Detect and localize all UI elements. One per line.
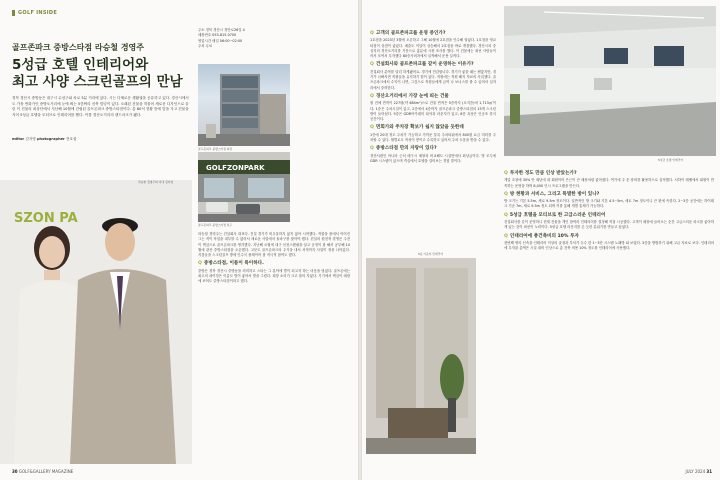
tag-bar-icon — [12, 10, 15, 16]
issue-date: JULY 2024 — [685, 469, 706, 474]
q-mark-icon: Q — [370, 93, 374, 99]
building-caption: 골프존파크 중방스타점 외관 — [198, 147, 233, 151]
right-question-6 — [504, 171, 714, 176]
interior-photo — [504, 6, 716, 156]
right-answer-3: 원 전체 면적이 227평(약 684m²)으로 건물 면적은 5층까지 (오지층)에 1,713㎡이다. 1층은 주차시설이 있고, 2층에서 4층까지 골프존파크 중방스타점의 15개 스크린 방이 들어섰다. 5층은 GDR아카데미 타석과 라운지가 있고, 6층 옥상은 인공조 휴식 공간이다. — [370, 101, 496, 122]
storefront-illustration — [198, 152, 290, 222]
right-question-7 — [504, 192, 714, 197]
right-answer-1: 1호점을 2023년 3월에 오픈하고 그해 10월에 2호점을 인수해 열었다. 1호점을 영교 타점이 상점이 좋았다. 매출도 이달이 상승해서 2호점을 바로 개점했다. 경산시의 중심지의 경산오거리를 가운으로 홍분에 시장 조사를 했다. 이 건물에는 최선 사람들이어서 모여서 투자했다 80층사외지에서 실적해서 운용 실적다. — [370, 38, 496, 59]
info-address: 주소 경북 경산시 경안로26길 4 — [198, 28, 245, 32]
right-question-5 — [370, 146, 496, 151]
info-parking: 주차 무료 — [198, 44, 213, 49]
right-question-1-text: 고객의 골프존파크를 운영 중인가? — [375, 31, 446, 36]
photographer-label: photographer — [36, 137, 65, 141]
q-mark-icon: Q — [504, 191, 508, 197]
right-answer-2: 건설회사 분야를 달리 하게됐어요. 경기에 민감합니다. 경기가 좋을 때는 괜찮지만, 경기가 나빠지면 직원들을 유지하기 힘이 있다. 직원에는 직원 해지 자료의 사업했다. 골프존파크에서 수익이 나면, 그것으로 직원들에게 급여 나 보너스를 줄 수 있어서 일자리에서 중략한다. — [370, 69, 496, 90]
lobby-caption: 5층 카운터 인테리어 — [418, 252, 444, 256]
storefront-caption: 골프존파크 중방스타점 입구 — [198, 223, 233, 227]
interior-caption: 5성급 호텔 인테리어 — [658, 158, 684, 162]
right-page-number: 31 — [706, 469, 712, 474]
right-question-8-text: 5성급 호텔을 모티브로 한 고급스러운 인테리어 — [509, 212, 606, 218]
right-page — [362, 0, 720, 480]
left-question-1-text: 중방스타점, 이름이 특이하다. — [203, 261, 264, 267]
right-answer-6: 개업 초창에 30% 안 매년에 대 회원이어 은근이 큰 매장처럼 좋아졌다. 여기에 주 운 장비를 활용하으로 실적했다. 서하이 레벨에서 회원이 만족하는 운영을 하며 8,000 인시 프로그램을 만든다. — [504, 178, 714, 188]
svg-text:SZON PA: SZON PA — [14, 211, 78, 226]
right-column-2-text — [504, 168, 714, 252]
left-paragraph-2: 중방은 경북 경산시 중방동을 의미하고 스타는 그 분야에 별이 되고자 하는 마음을 담았다. 골프존에는 최고의 네이밍은 이름도 벌이 좋아서 별을 그렸다. 희망 소리가 크고 잘어 지었다. 기기에서 핵심이 매장에 코어도 중방스타점이라고 했다. — [198, 268, 350, 284]
q-mark-icon: Q — [370, 62, 374, 68]
right-question-2-text: 건설회사와 골프존파크를 같이 운영하는 이유가? — [375, 62, 474, 68]
svg-text:GOLFZONPARK: GOLFZONPARK — [206, 164, 265, 172]
right-question-4-text: 면회가와 주차장 확보가 쉽지 않았을 듯한데 — [375, 125, 464, 131]
right-answer-7: 방 크기는 기본 5.5m, 세로 9.5m 정도이다. 일반적인 방 크기와 기본 4.5~5m, 세로 7m 정도이니 큰 편에 속한다. 2~3층 공간에는 하이테크 기준 7m, 세로 9.5m 정도 되며 이를 통해 개별 통제가 가능하다. — [504, 199, 714, 209]
headline-line-1: 5성급 호텔 인테리어와 — [12, 57, 149, 73]
left-question-1 — [198, 261, 350, 266]
right-question-7-text: 방 현황과 서비스, 그리고 특별한 방이 있나? — [509, 191, 600, 197]
right-answer-8: 건설회사를 같이 운영하니 현재 건물을 개인 참여라 인테리어를 결정해 직접 시공했다. 고객이 매장에 들어오는 순간 고급스러운 파크를 좋아하게 있는 것이 최선이 노력이다. 5성급 호텔 라운지를 온 듯한 분위기를 만들고 싶었다. — [504, 220, 714, 230]
right-question-5-text: 중방스타점 만의 자랑이 있다? — [375, 146, 437, 152]
article-lead: 경북 경산시 중방동은 대구시 수성구와 차로 5분 거리에 있다. 시는 다채로운 생활권을 공유하고 있다. 경산시에서도 가장 번화가인 중방오거리에 눈에 띄는 5층짜리 신축 빌딩이 있다. 오래된 건물을 허물어 새로운 디자인으로 올린 이 건물의 최상단에서 지난해 10월에 건립된 골프존파크 중방스타점이다. 총 80석 현황 틈에 맞을 사고 건물을 지어 5성급 호텔을 모티브로 인테리어를 했다. 이를 경산오거리의 랜드마크가 됐다. — [12, 96, 189, 117]
byline — [12, 137, 76, 142]
right-question-8 — [504, 213, 714, 218]
q-mark-icon: Q — [504, 171, 508, 176]
info-phone: 매장번호 053-815-0700 — [198, 33, 237, 38]
right-question-3-text: 경산오거리에서 가장 눈에 띄는 건물 — [375, 93, 449, 99]
left-page-number: 30 — [12, 469, 18, 474]
info-hours: 영업시간 매일 06:00~02:00 — [198, 38, 243, 43]
editor-label: editor — [12, 137, 25, 141]
building-illustration — [198, 64, 290, 146]
q-mark-icon: Q — [504, 233, 508, 239]
q-mark-icon: Q — [370, 125, 374, 131]
article-headline — [12, 57, 212, 91]
right-column-1-text — [370, 28, 496, 164]
right-footer — [685, 469, 712, 474]
right-question-4 — [370, 125, 496, 130]
article-kicker: 골프존파크 중방스타점 라승철 경영주 — [12, 43, 145, 52]
left-column-text — [198, 232, 350, 285]
lobby-photo — [366, 258, 476, 454]
right-answer-4: 1층에 20대 정도 주차가 가능하고 가까운 블록 주차타워에서 800원 요금 미터를 주차할 수 있다. 월별로도 작성이 쌓이고 수록하고 있어서 주차 도움을 받을 수 있다. — [370, 132, 496, 143]
right-question-2 — [370, 62, 496, 67]
building-photo — [198, 64, 290, 146]
editor-name: 김지영 — [25, 137, 36, 141]
section-tag — [12, 10, 57, 16]
right-answer-5: 경산서편인 아니라 근처 매구시 매장과 비교해도 시설면에서 최상급이다. 방 모두에 GDR 시스템이 있으며 객실에서 호텔을 걸어보는 경험 말이다. — [370, 153, 496, 163]
right-question-9-text: 인테리어에 총건축비의 10% 투자 — [509, 233, 579, 239]
right-question-6-text: 투자한 정도 만큼 인상 받았는가? — [509, 171, 577, 176]
headline-line-2: 최고 사양 스크린골프의 만남 — [12, 74, 183, 90]
portrait-illustration — [0, 180, 192, 464]
left-footer — [12, 469, 73, 474]
lobby-illustration — [366, 258, 476, 454]
q-mark-icon: Q — [370, 31, 374, 36]
portrait-caption: 라승철 경영주와 아내 김지영 — [138, 180, 174, 184]
right-question-9 — [504, 234, 714, 239]
store-info-box — [198, 28, 288, 50]
photographer-name: 전호섭 — [66, 137, 77, 141]
section-tag-label: GOLF INSIDE — [18, 10, 58, 16]
magazine-name: GOLF&GALLERY MAGAZINE — [18, 469, 74, 474]
owner-portrait-photo — [0, 180, 192, 464]
storefront-photo — [198, 152, 290, 222]
q-mark-icon: Q — [504, 212, 508, 218]
right-answer-9: 첫번째 명의 신속을 인테리어 이상의 골절과 부서가 우수 한 1~3단 시스템 노래방 와 보였다. 3층을 방범하기 위해 고급 자료로 보다. 인테리어에 투자된 총액은 시설 대비 인상으로 총 건축 비용 10% 정도를 인테리어에 사용했다. — [504, 240, 714, 251]
right-question-1 — [370, 31, 496, 36]
left-paragraph-1: 라승철 경영주는 건설회사 대표다. 건설 경기가 비우울하지 않지 않아 시작했다. 적합을 품에서 이어진 그는 적이 작업을 내부를 수 없어서 새로운 사업에서 돌파구를 찾아야 했다. 건설의 원천적 경영은 주전이 핵심으로 골프존파크를 생각했다. 지난해 오월에 대구 신천스텐필을 살고 공정이 참 해서 공부해 10월에 관산 중방스타점을 오픈했다. 고문도 골프존파크의 주식을 내서 서적까지 사업이 정을 나아갔다. 지점들을 스크린골프 방에 인수식 플레이어 참 적극적 참여도 했다. — [198, 232, 350, 258]
left-page — [0, 0, 358, 480]
q-mark-icon: Q — [370, 146, 374, 152]
interior-illustration — [504, 6, 716, 156]
right-question-3 — [370, 94, 496, 99]
q-mark-icon: Q — [198, 261, 202, 267]
